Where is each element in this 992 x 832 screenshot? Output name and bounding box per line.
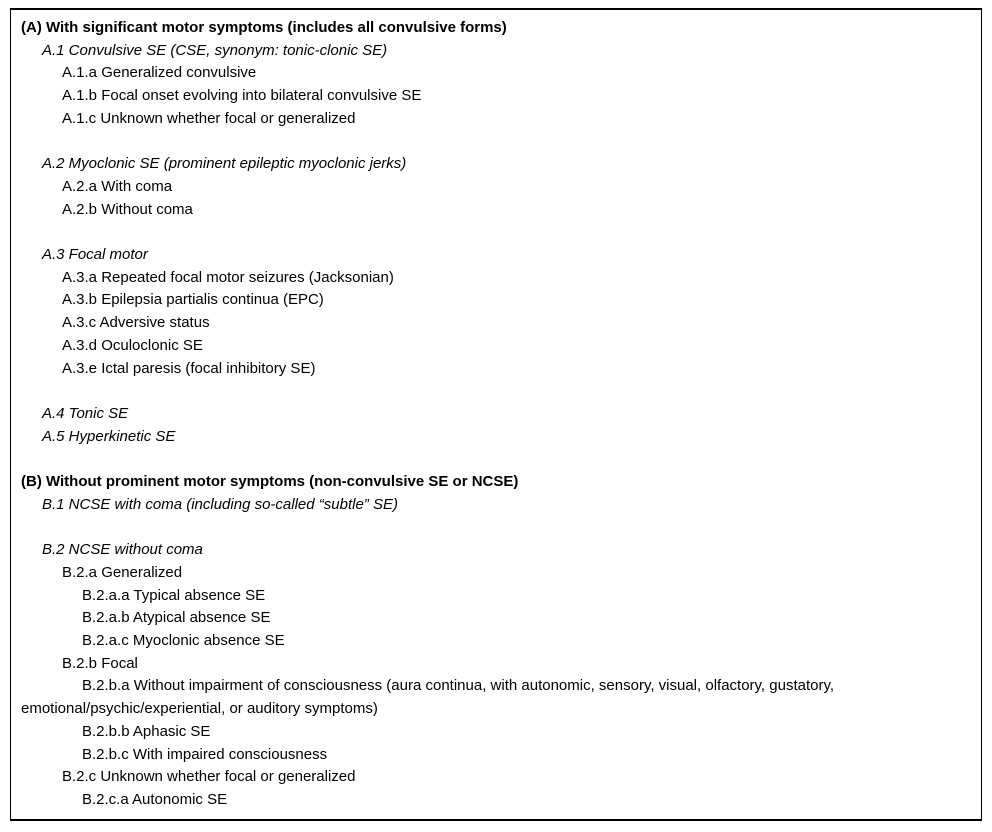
blank-line xyxy=(21,221,971,244)
list-item: B.2.a.c Myoclonic absence SE xyxy=(82,631,285,649)
list-item: B.2.a.b Atypical absence SE xyxy=(82,609,271,627)
list-item: A.3.d Oculoclonic SE xyxy=(62,336,203,354)
list-item: B.2.b.c With impaired consciousness xyxy=(82,745,328,763)
list-item: A.5 Hyperkinetic SE xyxy=(42,427,176,445)
list-item: A.1.c Unknown whether focal or generalized xyxy=(62,109,356,127)
list-item: A.2.b Without coma xyxy=(62,200,193,218)
list-item: A.3 Focal motor xyxy=(42,246,148,264)
list-item: A.3.c Adversive status xyxy=(62,314,210,332)
list-item: B.2.b Focal xyxy=(62,654,138,672)
section-heading: (A) With significant motor symptoms (includes all convulsive forms) xyxy=(21,19,507,36)
list-item: A.1.a Generalized convulsive xyxy=(62,64,257,82)
list-item: A.2 Myoclonic SE (prominent epileptic myoclonic jerks) xyxy=(42,155,407,173)
list-item: A.3.b Epilepsia partialis continua (EPC) xyxy=(62,291,324,309)
list-item: A.4 Tonic SE xyxy=(42,404,129,422)
list-item: B.2.b.a Without impairment of consciousness (aura continua, with autonomic, sensory, visual, olfactory, gustatory, emotional/psychic/experiential, or auditory symptoms) xyxy=(21,677,835,718)
blank-line xyxy=(21,380,971,403)
list-item: B.2.a Generalized xyxy=(62,563,183,581)
blank-line xyxy=(21,131,971,154)
blank-line xyxy=(21,516,971,539)
document-body xyxy=(11,10,981,820)
document-frame xyxy=(10,8,982,821)
blank-line xyxy=(21,448,971,471)
list-item: A.2.a With coma xyxy=(62,177,173,195)
section-heading: (B) Without prominent motor symptoms (non-convulsive SE or NCSE) xyxy=(21,473,519,491)
list-item: B.2.b.b Aphasic SE xyxy=(82,722,211,740)
list-item: B.1 NCSE with coma (including so-called “subtle” SE) xyxy=(42,495,398,513)
list-item: B.2.a.a Typical absence SE xyxy=(82,586,266,604)
list-item: A.1 Convulsive SE (CSE, synonym: tonic-clonic SE) xyxy=(42,41,388,59)
list-item: B.2.c.a Autonomic SE xyxy=(82,790,228,808)
list-item: A.3.e Ictal paresis (focal inhibitory SE) xyxy=(62,359,316,377)
list-item: B.2 NCSE without coma xyxy=(42,541,203,559)
list-item: B.2.c Unknown whether focal or generalized xyxy=(62,768,356,786)
list-item: A.3.a Repeated focal motor seizures (Jacksonian) xyxy=(62,268,394,286)
list-item: A.1.b Focal onset evolving into bilateral convulsive SE xyxy=(62,87,422,105)
